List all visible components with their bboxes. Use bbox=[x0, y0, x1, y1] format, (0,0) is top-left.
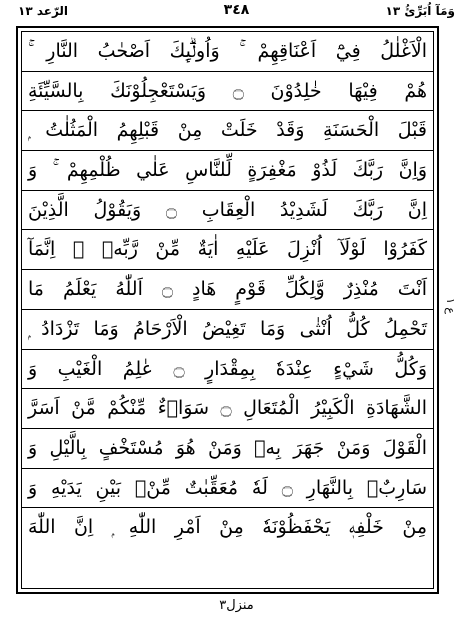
juz-name-header: وَمَآ اُبَرِّئُ ١٣ bbox=[385, 4, 455, 18]
text-line-11: الْقَوْلَ وَمَنْ جَهَرَ بِهٖ وَمَنْ هُوَ مُسْتَخْفٍ بِالَّيْلِ وَ bbox=[22, 429, 433, 469]
manzil-footer: منزل٣ bbox=[219, 598, 254, 613]
text-line-9: وَكُلُّ شَيْءٍ عِنْدَهٗ بِمِقْدَارٍ ۝ عٰلِمُ الْغَيْبِ وَ bbox=[22, 350, 433, 390]
text-line-12: سَارِبٌۢ بِالنَّهَارِ ۝ لَهٗ مُعَقِّبٰتٌ مِّنْۢ بَيْنِ يَدَيْهِ وَ bbox=[22, 469, 433, 509]
text-line-4: وَاِنَّ رَبَّكَ لَذُوْ مَغْفِرَةٍ لِّلنَّاسِ عَلٰي ظُلْمِهِمْ ۚ وَ bbox=[22, 151, 433, 191]
text-line-3: قَبْلَ الْحَسَنَةِ وَقَدْ خَلَتْ مِنْ قَبْلِهِمُ الْمَثُلٰتُ ۭ bbox=[22, 111, 433, 151]
text-line-1: الْاَغْلٰلُ فِيْٓ اَعْنَاقِهِمْ ۚ وَاُولٰۗىِٕكَ اَصْحٰبُ النَّارِ ۚ bbox=[22, 32, 433, 72]
text-line-8: تَحْمِلُ كُلُّ اُنْثٰى وَمَا تَغِيْضُ الْاَرْحَامُ وَمَا تَزْدَادُ ۭ bbox=[22, 310, 433, 350]
ruku-margin-mark: ع ١ bbox=[444, 298, 457, 314]
text-line-7: اَنْتَ مُنْذِرٌ وَّلِكُلِّ قَوْمٍ هَادٍ ۝ اَللّٰهُ يَعْلَمُ مَا bbox=[22, 270, 433, 310]
text-line-5: اِنَّ رَبَّكَ لَشَدِيْدُ الْعِقَابِ ۝ وَيَقُوْلُ الَّذِيْنَ bbox=[22, 191, 433, 231]
text-line-6: كَفَرُوْا لَوْلَآ اُنْزِلَ عَلَيْهِ اٰيَةٌ مِّنْ رَّبِّهٖ ۭ اِنَّمَآ bbox=[22, 230, 433, 270]
text-line-13: مِنْ خَلْفِهٖ يَحْفَظُوْنَهٗ مِنْ اَمْرِ اللّٰهِ ۭ اِنَّ اللّٰهَ bbox=[28, 516, 427, 539]
text-line-2: هُمْ فِيْهَا خٰلِدُوْنَ ۝ وَيَسْتَعْجِلُوْنَكَ بِالسَّيِّئَةِ bbox=[22, 72, 433, 112]
text-line-10: الشَّهَادَةِ الْكَبِيْرُ الْمُتَعَالِ ۝ سَوَاۗءٌ مِّنْكُمْ مَّنْ اَسَرَّ bbox=[22, 389, 433, 429]
text-block bbox=[22, 32, 433, 588]
page-number: ٣٤٨ bbox=[223, 2, 250, 18]
surah-name-header: الرّعد ١٣ bbox=[18, 4, 69, 18]
